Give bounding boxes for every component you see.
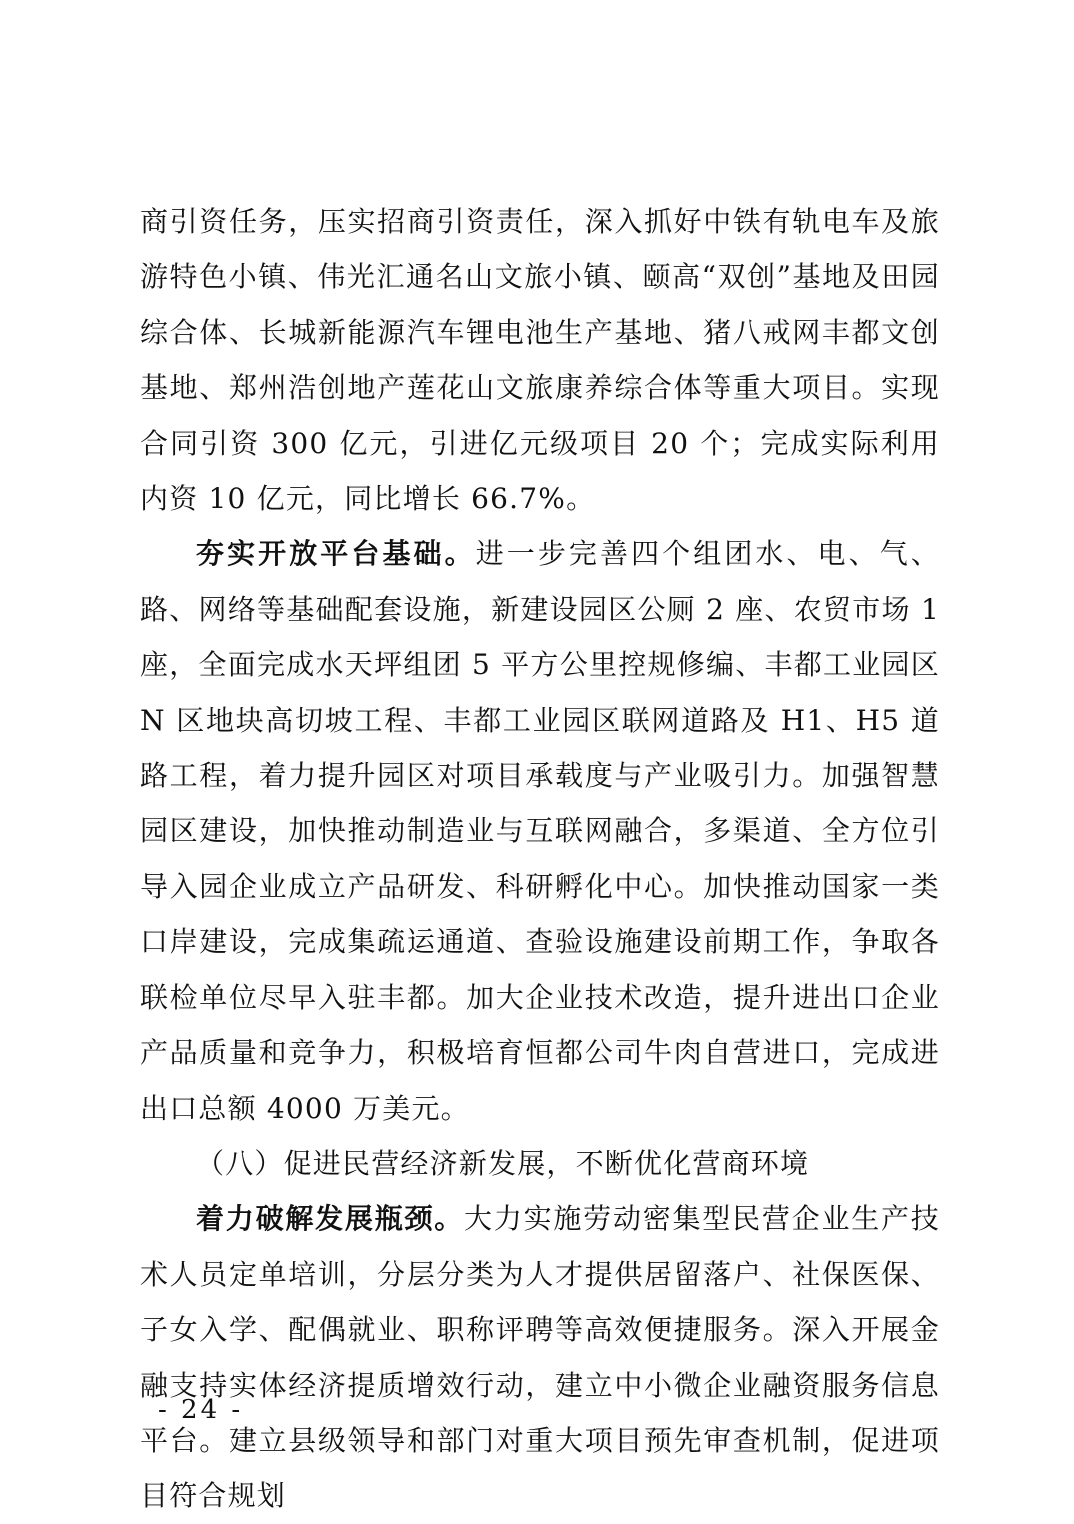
document-body [140,194,940,1524]
paragraph-text: 进一步完善四个组团水、电、气、路、网络等基础配套设施，新建设园区公厕 2 座、农贸市场 1 座，全面完成水天坪组团 5 平方公里控规修编、丰都工业园区 N 区地块高切坡工程、丰都工业园区联网道路及 H1、H5 道路工程，着力提升园区对项目承载度与产业吸引力。加强智慧园区建设，加快推动制造业与互联网融合，多渠道、全方位引导入园企业成立产品研发、科研孵化中心。加快推动国家一类口岸建设，完成集疏运通道、查验设施建设前期工作，争取各联检单位尽早入驻丰都。加大企业技术改造，提升进出口企业产品质量和竞争力，积极培育恒都公司牛肉自营进口，完成进出口总额 4000 万美元。 [140,537,940,1125]
paragraph-text: 商引资任务，压实招商引资责任，深入抓好中铁有轨电车及旅游特色小镇、伟光汇通名山文旅小镇、颐高“双创”基地及田园综合体、长城新能源汽车锂电池生产基地、猪八戒网丰都文创基地、郑州浩创地产莲花山文旅康养综合体等重大项目。实现合同引资 300 亿元，引进亿元级项目 20 个；完成实际利用内资 10 亿元，同比增长 66.7%。 [140,205,940,516]
page-number: - 24 - [158,1395,244,1425]
paragraph-lead: 夯实开放平台基础。 [196,537,476,571]
paragraph-text: 大力实施劳动密集型民营企业生产技术人员定单培训，分层分类为人才提供居留落户、社保医保、子女入学、配偶就业、职称评聘等高效便捷服务。深入开展金融支持实体经济提质增效行动，建立中小微企业融资服务信息平台。建立县级领导和部门对重大项目预先审查机制，促进项目符合规划 [140,1202,940,1513]
paragraph-investment-tasks [140,194,940,526]
paragraph-development-bottleneck [140,1191,940,1523]
paragraph-open-platform [140,526,940,1135]
paragraph-lead: 着力破解发展瓶颈。 [196,1202,465,1236]
section-heading: （八）促进民营经济新发展，不断优化营商环境 [196,1146,810,1180]
